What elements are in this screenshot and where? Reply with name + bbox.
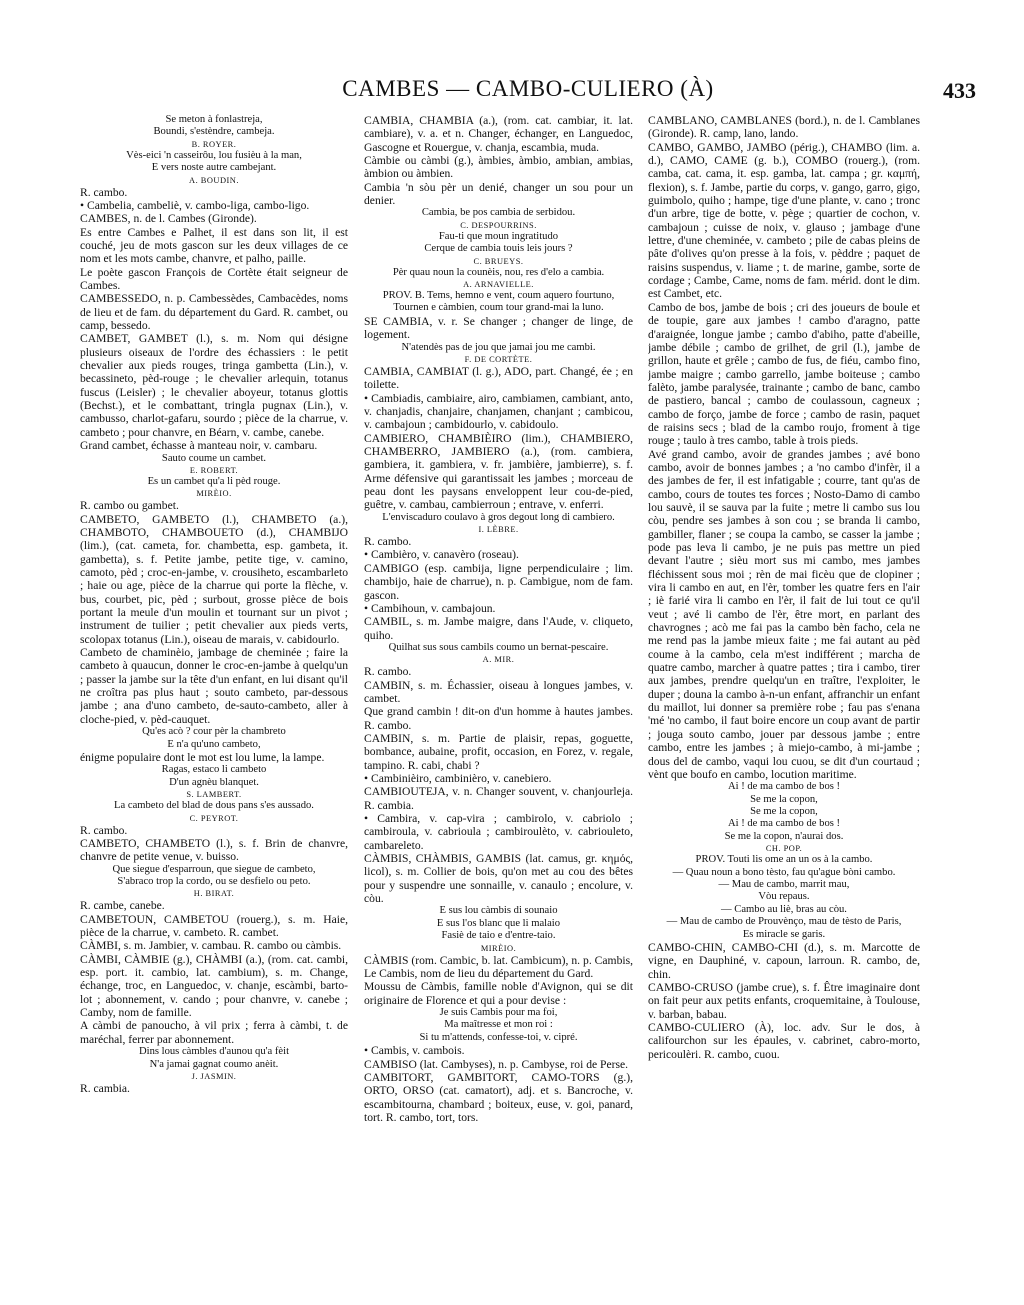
quotation-line: Boundi, s'estèndre, cambeja. <box>153 126 275 138</box>
quotation-line: L'enviscaduro coulavo à gros degout long di cambiero. <box>382 511 615 523</box>
entry-paragraph: CAMBIN, s. m. Partie de plaisir, repas, goguette, bombance, aubaine, profit, occasion, en Forez, v. regale, tampino. R. cabi, chabi ? <box>364 732 633 772</box>
entry-paragraph: CAMBO-CRUSO (jambe crue), s. f. Être imaginaire dont on fait peur aux petits enfants, croquemitaine, à Toulouse, v. barban, babau. <box>648 981 920 1021</box>
entry-paragraph: CAMBITORT, GAMBITORT, CAMO-TORS (g.), ORTO, ORSO (cat. camatort), adj. et s. Bancroche, v. escambitourna, chambard ; boiteux, euse, v. goi, panard, tort. R. cambo, tort, tors. <box>364 1070 633 1124</box>
entry-paragraph: Cambo de bos, jambe de bois ; cri des joueurs de boule et de toupie, gare aux jambes ! cambo d'aragno, patte d'araignée, longue jambe ; cambo d'abiho, patte d'abeille, jambe débile ; cambo de grilhet, de gril (l.), jambe de grillon, haute et grêle ; cambo de fus, de fiéu, cambo fino, jambe maigre ; cambo garrello, jambe boiteuse ; cambo falèto, jambe paralysée, trainante ; cambo de banc, cambo de pastiero, bancal ; cambo de coulassoun, cagneux ; cambo de forço, jambe de force ; cambo de rasin, paquet de raisins secs ; blad de la cambo roujo, froment à tige rouge ; taulo à tres cambo, table à trois pieds. <box>648 300 920 448</box>
quotation-line: Sauto coume un cambet. <box>161 452 267 464</box>
quotation-line: Dins lous càmbles d'aunou qu'a fèit <box>138 1046 290 1058</box>
entry-paragraph: CAMBISO (lat. Cambyses), n. p. Cambyse, roi de Perse. <box>364 1057 629 1071</box>
entry-paragraph: CAMBO-CHIN, CAMBO-CHI (d.), s. m. Marcotte de vigne, en Dauphiné, v. capoun, larroun. R. cambo, de, chin. <box>648 941 920 981</box>
entry-paragraph: SE CAMBIA, v. r. Se changer ; changer de linge, de logement. <box>364 314 633 342</box>
entry-paragraph: Cambia 'n sòu pèr un denié, changer un sou pour un denier. <box>364 180 633 208</box>
entry-paragraph: R. cambo ou gambet. <box>80 499 179 513</box>
quotation-attribution: MIRÈIO. <box>196 489 232 499</box>
quotation-attribution: B. ROYER. <box>191 139 237 149</box>
entry-paragraph: • Cambihoun, v. cambajoun. <box>364 601 496 615</box>
entry-paragraph: Grand cambet, échasse à manteau noir, v. cambaru. <box>80 439 318 453</box>
quotation-line: E sus l'os blanc que li malaio <box>436 917 561 929</box>
quotation-line: — Quau noun a bono tèsto, fau qu'ague bòni cambo. <box>672 866 896 878</box>
entry-paragraph: Moussu de Càmbis, famille noble d'Avignon, qui se dit originaire de Florence et qui a pour devise : <box>364 980 633 1007</box>
entry-paragraph: • Cambelia, cambeliè, v. cambo-liga, cambo-ligo. <box>80 198 310 212</box>
quotation-line: Pèr quau noun la counèis, nou, res d'elo a cambia. <box>392 266 605 278</box>
quotation-attribution: MIRÈIO. <box>480 943 517 953</box>
quotation-line: Je suis Cambis pour ma foi, <box>439 1007 558 1019</box>
quotation-line: Quilhat sus sous cambils coumo un bernat-pescaire. <box>388 641 609 653</box>
quotation-line: Cerque de cambia touis leis jours ? <box>424 243 573 255</box>
entry-paragraph: • Cambièro, v. canavèro (roseau). <box>364 548 519 562</box>
entry-paragraph: • Cambira, v. cap-vira ; cambirolo, v. cabriolo ; cambiroula, v. cabrioula ; cambiroulèto, v. cabriouleto, cambareleto. <box>364 812 633 852</box>
quotation-line: Se me la copon, <box>750 806 818 817</box>
column-left <box>80 114 348 1299</box>
entry-paragraph: R. cambo. <box>364 535 412 549</box>
entry-paragraph: R. cambo. <box>80 823 128 837</box>
quotation-attribution: C. DESPOURRINS. <box>460 220 537 230</box>
entry-paragraph: CAMBIERO, CHAMBIÈIRO (lim.), CHAMBIERO, CHAMBERRO, JAMBIERO (a.), (rom. cambiera, gambiera, it. gambiera, v. fr. jambière, jambierre), s. f. Arme défensive qui garantissait les jambes ; morceau de peau dont les paysans enveloppent leur cou-de-pied, guêtre, v. cambau, cambierroun ; entrave, v. enferri. <box>364 431 633 512</box>
quotation-line: Ai ! de ma cambo de bos ! <box>727 781 841 793</box>
entry-paragraph: CAMBETO, GAMBETO (l.), CHAMBETO (a.), CHAMBOTO, CHAMBOUETO (d.), CHAMBIJO (lim.), (cat. cameta, for. chambetta, esp. gambeta, it. gambetta), s. f. Petite jambe, petite tige, v. camino, camoto, pèd ; croc-en-jambe, v. crousiheto, escambarleto ; haie ou age, pièce de la charrue qui porte la flèche, v. bus, courbet, pic, pèd ; surbout, grosse pièce de bois portant la meule d'un moulin et tournant sur un pivot ; instrument de tuilier ; petit chevalier aux pieds verts, scolopax totanus (Lin.), oiseau de marais, v. cabidourlo. <box>80 512 348 646</box>
quotation-line: PROV. B. Tems, hemno e vent, coum aquero fourtuno, Tournen e càmbien, coum tour grand-mai la luno. <box>382 290 615 314</box>
entry-paragraph: énigme populaire dont le mot est lou lume, la lampe. <box>80 750 325 764</box>
entry-paragraph: CAMBO, GAMBO, JAMBO (périg.), CHAMBO (lim. a. d.), CAMO, CAME (g. b.), COMBO (rouerg.), (rom. camba, cat. cama, it. esp. gamba, lat. campa ; gr. καμπή, flexion), s. f. Jambe, partie du corps, v. gango, garro, gigo, guimbolo, quiho ; hampe, tige d'une plante, v. cano ; tronc d'un arbre, tige de botte, v. pège ; quartier de cochon, v. cambajoun ; cuisse de noix, v. glauso ; jambage d'une lettre, d'une cheminée, v. cambeto ; pile de cabas pleins de pâte d'olives qu'on presse à la fois, v. pèddre ; paquet de raisins suspendus, v. liame ; t. de marine, gambe, sorte de cordage ; Cambe, Came, noms de fam. mérid. dont le dim. est Cambet, etc. <box>648 140 920 301</box>
quotation-attribution: A. BOUDIN. <box>189 175 239 185</box>
entry-paragraph: CÀMBIS (rom. Cambic, b. lat. Cambicum), n. p. Cambis, Le Cambis, nom de lieu du département du Gard. <box>364 953 633 981</box>
column-right <box>648 114 920 1299</box>
quotation-line: Si tu m'attends, confesse-toi, v. cipré. <box>419 1031 578 1043</box>
quotation-attribution: A. MIR. <box>482 655 515 665</box>
entry-paragraph: CAMBETOUN, CAMBETOU (rouerg.), s. m. Haie, pièce de la charrue, v. cambeto. R. cambet. <box>80 912 348 940</box>
quotation-line: Vòu repaus. <box>758 891 810 903</box>
entry-paragraph: Càmbie ou càmbi (g.), àmbies, àmbio, ambian, ambias, àmbion ou àmbien. <box>364 154 633 181</box>
quotation-line: Se meton à fonlastreja, <box>165 114 263 125</box>
quotation-line: Que siegue d'esparroun, que siegue de cambeto, <box>112 863 316 875</box>
quotation-attribution: H. BIRAT. <box>193 889 235 899</box>
entry-paragraph: R. cambo. <box>364 665 412 679</box>
quotation-line: Ragas, estaco li cambeto <box>161 764 267 776</box>
entry-paragraph: CAMBESSEDO, n. p. Cambessèdes, Cambacèdes, noms de lieu et de fam. du département du Gard. R. cambet, ou camp, bessedo. <box>80 292 348 333</box>
entry-paragraph: CAMBO-CULIERO (À), loc. adv. Sur le dos, à califourchon sur les épaules, v. cabrinet, cabro-morto, pericoulèri. R. cambo, cuou. <box>648 1021 920 1061</box>
quotation-line: La cambeto del blad de dous pans s'es aussado. <box>114 800 314 812</box>
entry-paragraph: CAMBIL, s. m. Jambe maigre, dans l'Aude, v. cliqueto, quiho. <box>364 615 633 642</box>
quotation-line: — Mau de cambo, marrit mau, <box>718 879 850 891</box>
quotation-attribution: A. ARNAVIELLE. <box>463 280 534 290</box>
entry-paragraph: CAMBIGO (esp. cambija, ligne perpendiculaire ; lim. chambijo, haie de charrue), n. p. Cambigue, nom de fam. gascon. <box>364 561 633 602</box>
entry-paragraph: CÀMBI, s. m. Jambier, v. cambau. R. cambo ou càmbis. <box>80 939 342 953</box>
quotation-attribution: E. ROBERT. <box>189 465 239 475</box>
entry-paragraph: R. cambo. <box>80 185 128 199</box>
running-title: CAMBES — CAMBO-CULIERO (À) <box>342 76 714 101</box>
quotation-attribution: C. BRUEYS. <box>473 256 524 266</box>
entry-paragraph: • Cambinièiro, cambinièro, v. canebiero. <box>364 772 552 786</box>
quotation-attribution: C. PEYROT. <box>189 813 239 823</box>
entry-paragraph: CAMBIA, CAMBIAT (l. g.), ADO, part. Changé, ée ; en toilette. <box>364 364 633 392</box>
entry-paragraph: CAMBIA, CHAMBIA (a.), (rom. cat. cambiar, it. lat. cambiare), v. a. et n. Changer, échanger, en Languedoc, Gascogne et Rouergue, v. chanja, escambia, muda. <box>364 114 633 154</box>
entry-paragraph: CAMBET, GAMBET (l.), s. m. Nom qui désigne plusieurs oiseaux de l'ordre des échassiers : le petit chevalier aux pieds rouges, tringa gambetta (Lin.), v. becassineto, pèd-rouge ; le chevalier arlequin, totanus fuscus (Leisler) ; le chevalier aboyeur, totanus glottis (Bechst.), et le combattant, tringla pugnax (Lin.), v. cambusso, charlot-gafaru, sourdo ; pièce de la charrue, v. cambeto ; pour chanvre, en Béarn, v. cambe, canebe. <box>80 332 348 439</box>
quotation-attribution: F. DE CORTÈTE. <box>464 354 533 364</box>
entry-paragraph: • Cambis, v. cambois. <box>364 1044 465 1058</box>
quotation-line: — Cambo au liè, bras au còu. <box>721 903 847 915</box>
quotation-line: Cambia, be pos cambia de serbidou. <box>421 207 576 219</box>
quotation-line: PROV. Touti lis ome an un os à la cambo. <box>695 854 873 866</box>
entry-paragraph: CAMBETO, CHAMBETO (l.), s. f. Brin de chanvre, chanvre de petite venue, v. buisso. <box>80 836 348 864</box>
entry-paragraph: R. cambia. <box>80 1081 130 1095</box>
quotation-line: Ma maîtresse et mon roi : <box>444 1019 553 1031</box>
quotation-line: Es miracle se garis. <box>742 928 826 940</box>
quotation-line: Se me la copon, <box>750 793 818 805</box>
entry-paragraph: Es entre Cambes e Palhet, il est dans son lit, il est couché, jeu de mots gascon sur les deux villages de ce nom et les mots cambe, chanvre, et palho, paille. <box>80 225 348 266</box>
quotation-line: Ai ! de ma cambo de bos ! <box>727 818 841 830</box>
entry-paragraph: R. cambe, canebe. <box>80 899 165 913</box>
quotation-line: N'atendès pas de jou que jamai jou me cambi. <box>401 341 596 353</box>
quotation-line: Fasiè de taio e d'entre-taio. <box>441 930 556 942</box>
column-middle <box>364 114 633 1299</box>
quotation-attribution: I. LÈBRE. <box>478 525 519 535</box>
quotation-line: Fau-ti que moun ingratitudo <box>438 230 559 242</box>
page-number: 433 <box>943 78 976 103</box>
entry-paragraph: Que grand cambin ! dit-on d'un homme à hautes jambes. R. cambo. <box>364 705 633 732</box>
quotation-attribution: CH. POP. <box>765 844 803 854</box>
entry-paragraph: Avé grand cambo, avoir de grandes jambes ; avé bono cambo, avoir de bonnes jambes ; a 'no cambo d'infèr, il a des jambes de fer, il est infatigable ; courre, tant qu'as de cambo, cours de toutes tes forces ; Nosto-Damo di cambo lou sauvè, il se sauva par la fuite ; metre li cambo sus lou còu, pendre ses jambes à son cou ; se branda li cambo, gambiller, flaner ; se coupa la cambo, se casser la jambe ; pode pas leva li cambo, je ne puis pas mettre un pied devant l'autre ; sièu mort sus mi cambo, mes jambes fléchissent sous moi ; rèn de mai ficèu que de clopiner ; vira li cambo en aut, en l'èr, tomber les quatre fers en l'air ; iè farié vira li cambo en l'èr, il fait de lui tout ce qu'il veut ; avé li cambo de l'èr, être mort, en parlant des chavrognes ; acò me fai pas la cambo bèn facho, cela ne me rend pas la jambe mieux faite ; me fai autant au pèd coume à la cambo, cela m'est indifférent ; marcha de quatre cambo, marcher à quatre pattes ; tira i cambo, tirer aux jambes, prendre quelqu'un en traître, l'exploiter, le duper ; douna la cambo à-n-un enfant, affranchir un enfant du maillot, lui donner sa première robe ; fau pas s'enana 'mé 'no cambo, il faut boire encore un coup avant de partir ; jouga souto cambo, jouer par dessous jambe ; entre cambo, entre les jambes ; à miejo-cambo, à mi-jambe ; dous del de cambo, vaqui lou cuou, se dit d'un courtaud ; vènt que boufo en cambo, locution maritime. <box>648 447 920 781</box>
entry-paragraph: A càmbi de panoucho, à vil prix ; ferra à càmbi, t. de maréchal, ferrer par abonnement. <box>80 1019 348 1046</box>
entry-paragraph: CAMBLANO, CAMBLANES (bord.), n. de l. Camblanes (Gironde). R. camp, lano, lando. <box>648 114 920 141</box>
quotation-attribution: J. JASMIN. <box>191 1071 237 1081</box>
entry-paragraph: CAMBIOUTEJA, v. n. Changer souvent, v. chanjourleja. R. cambia. <box>364 785 633 812</box>
quotation-line: E sus lou càmbis di sounaio <box>439 905 558 917</box>
quotation-line: D'un agnèu blanquet. <box>169 776 259 788</box>
quotation-line: Se me la copon, n'aurai dos. <box>724 830 844 842</box>
entry-paragraph: CAMBES, n. de l. Cambes (Gironde). <box>80 212 257 226</box>
quotation-line: E vers noste autre cambejant. <box>151 162 277 174</box>
quotation-line: Es un cambet qu'a li pèd rouge. <box>147 475 281 487</box>
entry-paragraph: CÀMBI, CÀMBIE (g.), CHÀMBI (a.), (rom. cat. cambi, esp. port. it. cambio, lat. cambium), s. m. Change, échange, troc, en Languedoc, v. chanje, escàmbi, barto-lot ; abonnement, v. cando ; pour chanvre, v. canebe ; Camby, nom de famille. <box>80 952 348 1020</box>
quotation-line: N'a jamai gagnat coumo anèit. <box>149 1058 279 1070</box>
quotation-line: E n'a qu'uno cambeto, <box>167 738 261 750</box>
quotation-line: — Mau de cambo de Prouvènço, mau de tèsto de Paris, <box>666 916 902 928</box>
entry-paragraph: CAMBIN, s. m. Échassier, oiseau à longues jambes, v. cambet. <box>364 678 633 705</box>
entry-paragraph: Le poète gascon François de Cortète était seigneur de Cambes. <box>80 265 348 293</box>
entry-paragraph: • Cambiadis, cambiaire, airo, cambiamen, cambiant, anto, v. chanjadis, chanjaire, chanjamen, chanjant ; cambicou, v. cambajoun ; cambidourlo, v. cabidoulo. <box>364 391 633 432</box>
quotation-line: S'abraco trop la cordo, ou se desfielo ou peto. <box>117 875 311 887</box>
entry-paragraph: Cambeto de chaminèio, jambage de cheminée ; faire la cambeto à quaucun, donner le croc-en-jambe à quelqu'un ; passer la jambe sur la tête d'un enfant, en lui disant qu'il ne croîtra pas plus haut ; souto cambeto, par-dessous jambe ; ana d'uno cambeto, de-sauto-cambeto, aller à cloche-pied, v. pèd-cauquet. <box>80 646 348 726</box>
page-header <box>80 76 976 116</box>
quotation-attribution: S. LAMBERT. <box>186 790 242 800</box>
quotation-line: Qu'es acò ? cour pèr la chambreto <box>142 726 286 738</box>
quotation-line: Vès-eici 'n casseirôu, lou fusièu à la man, <box>126 149 302 161</box>
entry-paragraph: CÀMBIS, CHÀMBIS, GAMBIS (lat. camus, gr. κημός, licol), s. m. Collier de bois, qu'on met au cou des bêtes pour y suspendre une sonnaille, v. canaulo ; encolure, v. còu. <box>364 852 633 906</box>
